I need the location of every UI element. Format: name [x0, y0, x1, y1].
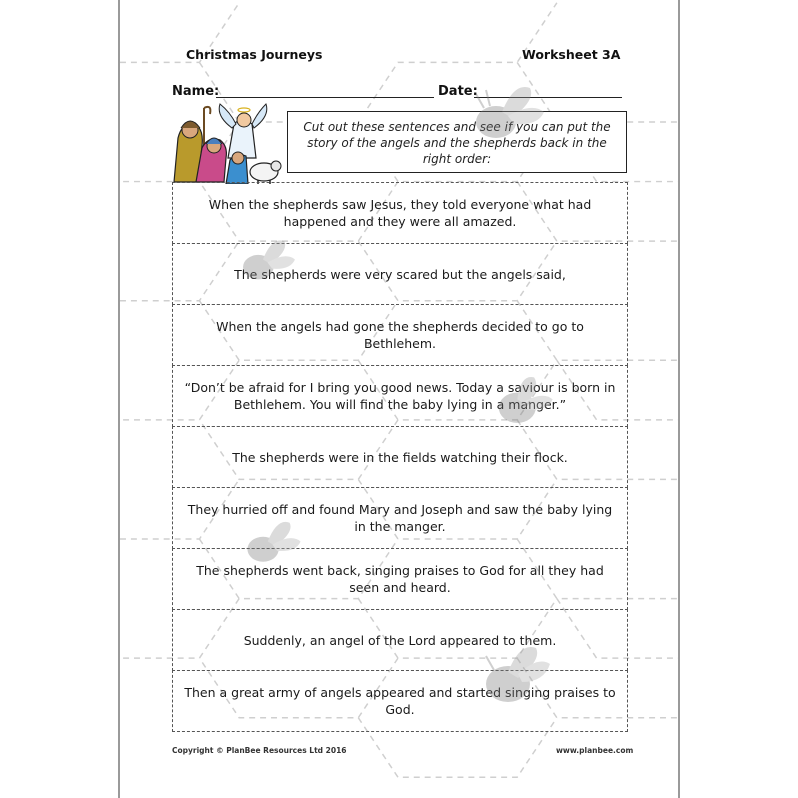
- bee-watermark-icon: [240, 236, 298, 286]
- website-link[interactable]: www.planbee.com: [556, 746, 634, 755]
- bee-watermark-icon: [478, 642, 554, 706]
- date-label: Date:: [438, 84, 478, 99]
- worksheet-title: Christmas Journeys: [186, 47, 323, 62]
- sentence-strip[interactable]: “Don’t be afraid for I bring you good news. Today a saviour is born in Bethlehem. You will find the baby lying in a manger.”: [172, 365, 628, 427]
- instructions-box: Cut out these sentences and see if you can put the story of the angels and the shepherds back in the right order:: [287, 111, 627, 173]
- bee-watermark-icon: [492, 372, 556, 430]
- shepherds-angel-clipart-icon: [168, 98, 286, 184]
- copyright-notice: Copyright © PlanBee Resources Ltd 2016: [172, 746, 347, 755]
- sentence-strip[interactable]: The shepherds were in the fields watching their flock.: [172, 426, 628, 488]
- sentence-strip[interactable]: Then a great army of angels appeared and started singing praises to God.: [172, 670, 628, 732]
- worksheet-number: Worksheet 3A: [522, 47, 621, 62]
- name-label: Name:: [172, 84, 220, 99]
- worksheet-page: [118, 0, 680, 798]
- sentence-strip[interactable]: The shepherds were very scared but the angels said,: [172, 243, 628, 305]
- sentence-strip[interactable]: The shepherds went back, singing praises to God for all they had seen and heard.: [172, 548, 628, 610]
- sentence-strip[interactable]: They hurried off and found Mary and Joseph and saw the baby lying in the manger.: [172, 487, 628, 549]
- sentence-strip[interactable]: When the angels had gone the shepherds decided to go to Bethlehem.: [172, 304, 628, 366]
- bee-watermark-icon: [472, 82, 548, 146]
- sentence-strip[interactable]: When the shepherds saw Jesus, they told everyone what had happened and they were all amazed.: [172, 182, 628, 244]
- sentence-strip[interactable]: Suddenly, an angel of the Lord appeared to them.: [172, 609, 628, 671]
- bee-watermark-icon: [244, 518, 304, 568]
